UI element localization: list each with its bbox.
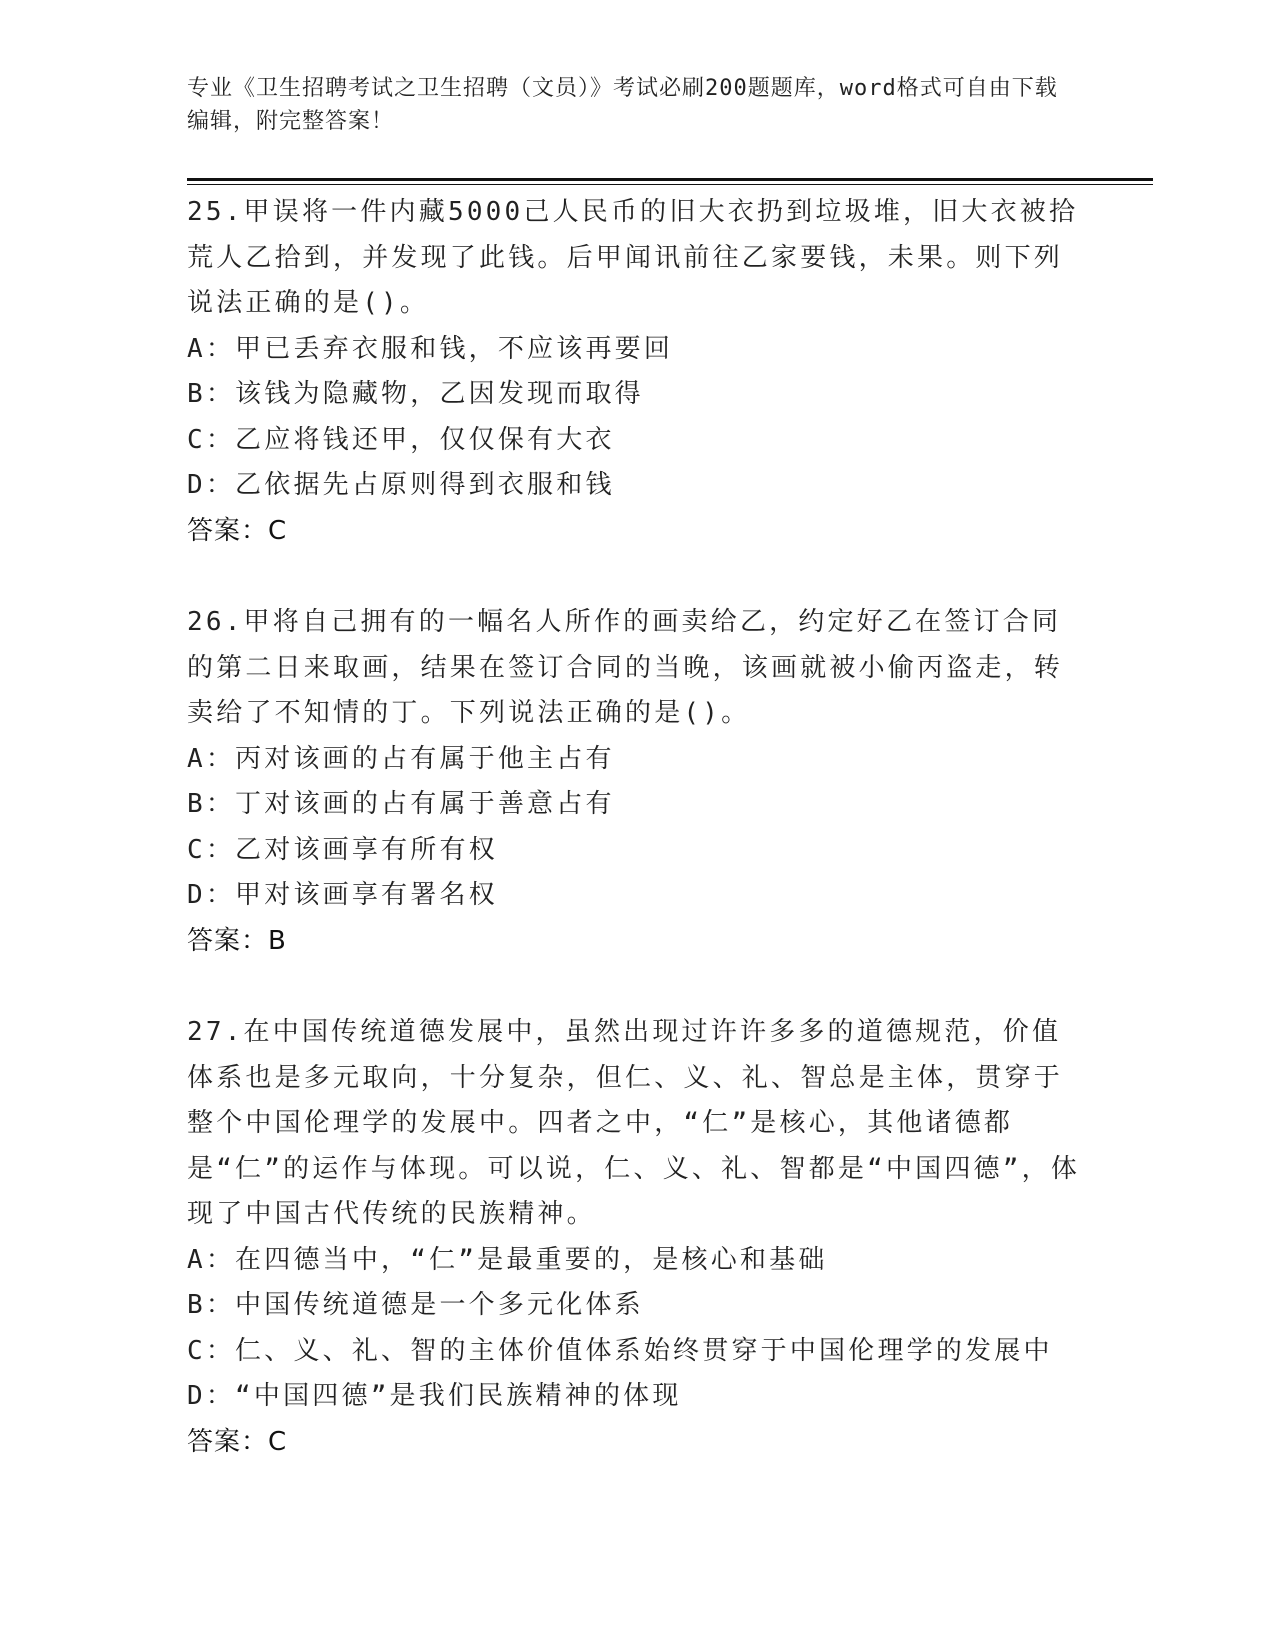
option-c: C：乙对该画享有所有权 <box>187 834 498 865</box>
question-stem: 26.甲将自己拥有的一幅名人所作的画卖给乙，约定好乙在签订合同的第二日来取画，结果在签订合同的当晚，该画就被小偷丙盗走，转卖给了不知情的丁。下列说法正确的是()。 <box>187 607 1064 728</box>
option-a: A：在四德当中，“仁”是最重要的，是核心和基础 <box>187 1244 828 1275</box>
option-a: A：甲已丢弃衣服和钱，不应该再要回 <box>187 333 674 364</box>
header-divider-thin <box>187 184 1153 185</box>
option-b: B：丁对该画的占有属于善意占有 <box>187 789 615 819</box>
question-stem: 25.甲误将一件内藏5000己人民币的旧大衣扔到垃圾堆，旧大衣被拾荒人乙拾到，并发现了此钱。后甲闻讯前往乙家要钱，未果。则下列说法正确的是()。 <box>187 197 1079 318</box>
question-27 <box>187 1010 1087 1465</box>
question-25 <box>187 190 1087 554</box>
question-stem: 27.在中国传统道德发展中，虽然出现过许许多多的道德规范，价值体系也是多元取向，十分复杂，但仁、义、礼、智总是主体，贯穿于整个中国伦理学的发展中。四者之中，“仁”是核心，其他诸德都是“仁”的运作与体现。可以说，仁、义、礼、智都是“中国四德”，体现了中国古代传统的民族精神。 <box>187 1017 1081 1229</box>
option-c: C：仁、义、礼、智的主体价值体系始终贯穿于中国伦理学的发展中 <box>187 1335 1053 1366</box>
option-b: B：中国传统道德是一个多元化体系 <box>187 1290 644 1320</box>
option-c: C：乙应将钱还甲，仅仅保有大衣 <box>187 424 615 455</box>
question-list <box>187 190 1087 1511</box>
option-b: B：该钱为隐藏物，乙因发现而取得 <box>187 379 644 409</box>
document-header: 专业《卫生招聘考试之卫生招聘（文员）》考试必刷200题题库，word格式可自由下载编辑，附完整答案！ <box>187 76 1058 134</box>
answer: 答案：B <box>187 925 287 956</box>
answer: 答案：C <box>187 515 288 546</box>
question-26 <box>187 600 1087 964</box>
option-a: A：丙对该画的占有属于他主占有 <box>187 743 615 774</box>
option-d: D：乙依据先占原则得到衣服和钱 <box>187 470 615 500</box>
header-divider-thick <box>187 178 1153 181</box>
option-d: D：“中国四德”是我们民族精神的体现 <box>187 1381 682 1411</box>
option-d: D：甲对该画享有署名权 <box>187 880 498 910</box>
answer: 答案：C <box>187 1426 288 1457</box>
